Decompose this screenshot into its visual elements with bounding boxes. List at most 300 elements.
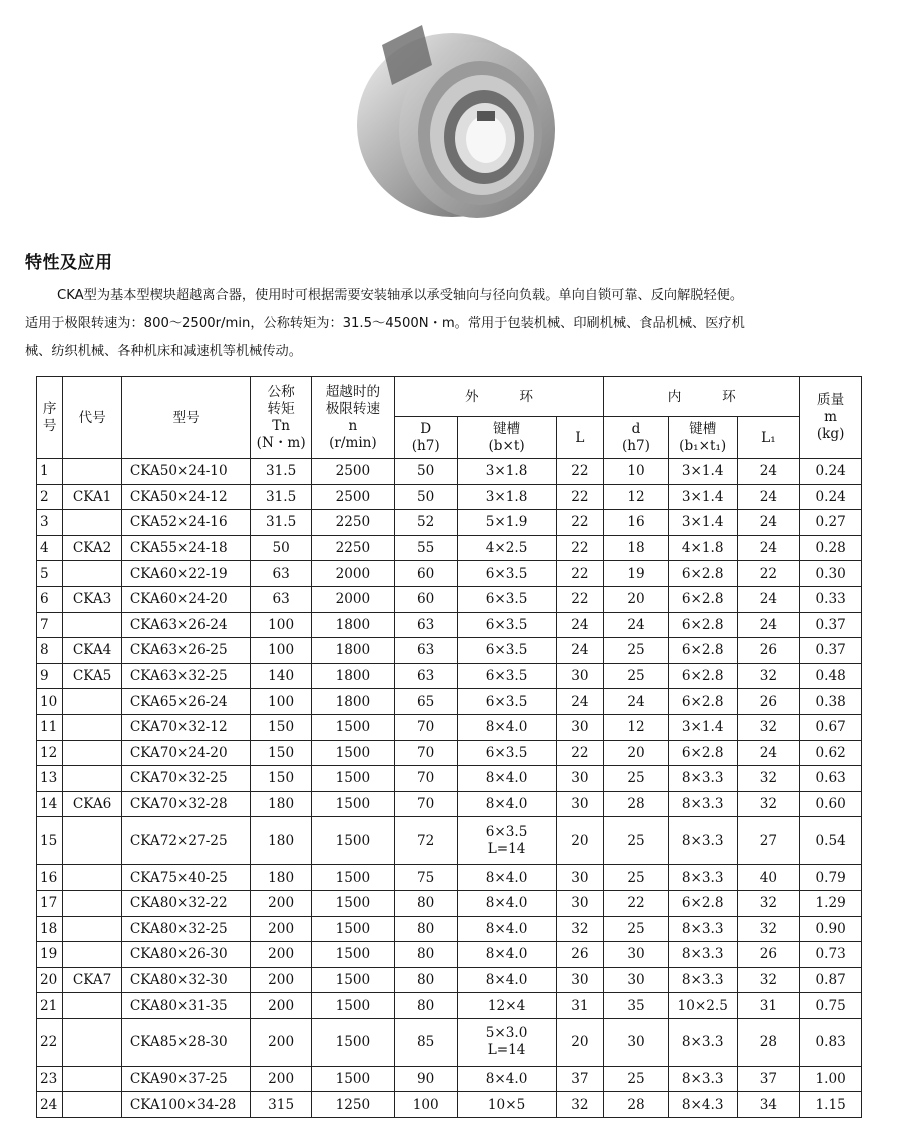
table-row — [37, 942, 862, 968]
cell-seq: 2 — [37, 484, 63, 510]
cell-D: 50 — [394, 459, 457, 485]
header-D: D (h7) — [394, 417, 457, 459]
header-code: 代号 — [63, 377, 122, 459]
cell-model: CKA60×24-20 — [121, 586, 250, 612]
cell-d: 28 — [604, 791, 669, 817]
cell-keyi: 8×3.3 — [668, 916, 737, 942]
cell-L: 31 — [556, 993, 604, 1019]
cell-model: CKA85×28-30 — [121, 1018, 250, 1066]
cell-m: 0.83 — [800, 1018, 862, 1066]
cell-d: 16 — [604, 510, 669, 536]
cell-code — [63, 1066, 122, 1092]
cell-key: 10×5 — [457, 1092, 556, 1118]
header-speed: 超越时的 极限转速 n (r/min) — [311, 377, 394, 459]
cell-m: 0.37 — [800, 638, 862, 664]
cell-d: 19 — [604, 561, 669, 587]
cell-n: 1500 — [311, 993, 394, 1019]
cell-model: CKA70×24-20 — [121, 740, 250, 766]
cell-L1: 32 — [737, 890, 800, 916]
cell-code — [63, 612, 122, 638]
cell-n: 1500 — [311, 942, 394, 968]
cell-seq: 17 — [37, 890, 63, 916]
cell-D: 60 — [394, 561, 457, 587]
cell-L1: 27 — [737, 817, 800, 865]
cell-model: CKA70×32-25 — [121, 766, 250, 792]
cell-d: 12 — [604, 484, 669, 510]
cell-seq: 15 — [37, 817, 63, 865]
cell-n: 1800 — [311, 612, 394, 638]
header-L: L — [556, 417, 604, 459]
cell-D: 63 — [394, 663, 457, 689]
cell-d: 25 — [604, 638, 669, 664]
cell-seq: 10 — [37, 689, 63, 715]
cell-L1: 24 — [737, 586, 800, 612]
cell-code: CKA5 — [63, 663, 122, 689]
cell-code: CKA4 — [63, 638, 122, 664]
cell-m: 0.27 — [800, 510, 862, 536]
cell-tn: 50 — [251, 535, 312, 561]
cell-code: CKA6 — [63, 791, 122, 817]
cell-tn: 200 — [251, 1066, 312, 1092]
cell-keyi: 8×3.3 — [668, 1018, 737, 1066]
cell-seq: 24 — [37, 1092, 63, 1118]
cell-tn: 31.5 — [251, 484, 312, 510]
cell-L: 26 — [556, 942, 604, 968]
cell-n: 1800 — [311, 689, 394, 715]
cell-d: 35 — [604, 993, 669, 1019]
cell-seq: 6 — [37, 586, 63, 612]
cell-model: CKA63×26-25 — [121, 638, 250, 664]
table-row — [37, 612, 862, 638]
cell-L: 30 — [556, 663, 604, 689]
cell-seq: 12 — [37, 740, 63, 766]
cell-keyi: 8×3.3 — [668, 766, 737, 792]
cell-seq: 9 — [37, 663, 63, 689]
header-mass: 质量 m (kg) — [800, 377, 862, 459]
cell-keyi: 6×2.8 — [668, 890, 737, 916]
cell-keyi: 8×3.3 — [668, 791, 737, 817]
table-row — [37, 638, 862, 664]
cell-code — [63, 766, 122, 792]
cell-m: 1.29 — [800, 890, 862, 916]
cell-m: 0.79 — [800, 865, 862, 891]
cell-tn: 200 — [251, 967, 312, 993]
cell-tn: 100 — [251, 689, 312, 715]
table-row — [37, 510, 862, 536]
cell-tn: 140 — [251, 663, 312, 689]
cell-key: 8×4.0 — [457, 942, 556, 968]
cell-d: 30 — [604, 967, 669, 993]
cell-d: 20 — [604, 740, 669, 766]
cell-keyi: 3×1.4 — [668, 459, 737, 485]
cell-D: 70 — [394, 740, 457, 766]
cell-n: 1500 — [311, 1018, 394, 1066]
cell-m: 0.67 — [800, 714, 862, 740]
cell-seq: 16 — [37, 865, 63, 891]
cell-n: 2500 — [311, 459, 394, 485]
cell-keyi: 4×1.8 — [668, 535, 737, 561]
cell-m: 0.38 — [800, 689, 862, 715]
cell-keyi: 3×1.4 — [668, 714, 737, 740]
cell-d: 20 — [604, 586, 669, 612]
cell-n: 1500 — [311, 740, 394, 766]
table-row — [37, 916, 862, 942]
section-title: 特性及应用 — [25, 253, 113, 273]
cell-D: 85 — [394, 1018, 457, 1066]
description — [25, 282, 877, 366]
table-row — [37, 663, 862, 689]
cell-seq: 18 — [37, 916, 63, 942]
table-row — [37, 689, 862, 715]
cell-tn: 200 — [251, 916, 312, 942]
cell-code: CKA3 — [63, 586, 122, 612]
cell-d: 25 — [604, 663, 669, 689]
cell-m: 0.62 — [800, 740, 862, 766]
header-seq: 序号 — [37, 377, 63, 459]
cell-model: CKA70×32-28 — [121, 791, 250, 817]
cell-model: CKA60×22-19 — [121, 561, 250, 587]
cell-keyi: 10×2.5 — [668, 993, 737, 1019]
cell-seq: 5 — [37, 561, 63, 587]
cell-seq: 8 — [37, 638, 63, 664]
cell-tn: 200 — [251, 993, 312, 1019]
cell-tn: 31.5 — [251, 510, 312, 536]
cell-keyi: 6×2.8 — [668, 612, 737, 638]
cell-code — [63, 817, 122, 865]
cell-tn: 200 — [251, 890, 312, 916]
cell-L: 37 — [556, 1066, 604, 1092]
cell-seq: 14 — [37, 791, 63, 817]
cell-m: 0.75 — [800, 993, 862, 1019]
cell-model: CKA100×34-28 — [121, 1092, 250, 1118]
cell-keyi: 8×3.3 — [668, 817, 737, 865]
cell-keyi: 8×4.3 — [668, 1092, 737, 1118]
cell-L1: 37 — [737, 1066, 800, 1092]
cell-code — [63, 740, 122, 766]
cell-code — [63, 689, 122, 715]
cell-tn: 315 — [251, 1092, 312, 1118]
cell-D: 80 — [394, 890, 457, 916]
cell-m: 0.87 — [800, 967, 862, 993]
cell-model: CKA63×32-25 — [121, 663, 250, 689]
cell-L1: 32 — [737, 714, 800, 740]
cell-model: CKA52×24-16 — [121, 510, 250, 536]
cell-code — [63, 1092, 122, 1118]
cell-key: 6×3.5 — [457, 663, 556, 689]
cell-n: 1250 — [311, 1092, 394, 1118]
cell-L1: 34 — [737, 1092, 800, 1118]
cell-L1: 24 — [737, 459, 800, 485]
cell-L1: 24 — [737, 510, 800, 536]
cell-key: 6×3.5 L=14 — [457, 817, 556, 865]
cell-D: 63 — [394, 612, 457, 638]
cell-model: CKA50×24-12 — [121, 484, 250, 510]
cell-n: 1500 — [311, 865, 394, 891]
cell-keyi: 8×3.3 — [668, 942, 737, 968]
table-row — [37, 766, 862, 792]
cell-L: 30 — [556, 714, 604, 740]
cell-model: CKA70×32-12 — [121, 714, 250, 740]
cell-D: 60 — [394, 586, 457, 612]
cell-m: 0.28 — [800, 535, 862, 561]
cell-tn: 150 — [251, 740, 312, 766]
cell-n: 1500 — [311, 1066, 394, 1092]
cell-m: 1.00 — [800, 1066, 862, 1092]
cell-L1: 24 — [737, 740, 800, 766]
cell-L: 30 — [556, 865, 604, 891]
cell-tn: 100 — [251, 638, 312, 664]
cell-seq: 21 — [37, 993, 63, 1019]
cell-code — [63, 1018, 122, 1066]
clutch-product-image — [352, 5, 564, 227]
cell-key: 6×3.5 — [457, 612, 556, 638]
cell-key: 3×1.8 — [457, 484, 556, 510]
cell-code — [63, 916, 122, 942]
cell-seq: 20 — [37, 967, 63, 993]
table-row — [37, 1066, 862, 1092]
cell-keyi: 6×2.8 — [668, 740, 737, 766]
cell-tn: 200 — [251, 942, 312, 968]
cell-keyi: 8×3.3 — [668, 967, 737, 993]
cell-d: 25 — [604, 916, 669, 942]
cell-keyi: 8×3.3 — [668, 865, 737, 891]
cell-key: 8×4.0 — [457, 1066, 556, 1092]
table-row — [37, 817, 862, 865]
cell-L1: 22 — [737, 561, 800, 587]
cell-n: 2000 — [311, 586, 394, 612]
cell-n: 1500 — [311, 714, 394, 740]
cell-keyi: 6×2.8 — [668, 561, 737, 587]
cell-d: 25 — [604, 865, 669, 891]
cell-keyi: 3×1.4 — [668, 484, 737, 510]
cell-key: 8×4.0 — [457, 766, 556, 792]
cell-key: 5×1.9 — [457, 510, 556, 536]
cell-code: CKA2 — [63, 535, 122, 561]
cell-D: 70 — [394, 714, 457, 740]
cell-seq: 4 — [37, 535, 63, 561]
cell-n: 2500 — [311, 484, 394, 510]
cell-L: 24 — [556, 612, 604, 638]
cell-d: 25 — [604, 817, 669, 865]
cell-code — [63, 459, 122, 485]
cell-L1: 24 — [737, 535, 800, 561]
cell-L1: 26 — [737, 942, 800, 968]
cell-D: 80 — [394, 993, 457, 1019]
cell-d: 28 — [604, 1092, 669, 1118]
cell-n: 1800 — [311, 638, 394, 664]
cell-code — [63, 942, 122, 968]
cell-d: 30 — [604, 1018, 669, 1066]
cell-L: 22 — [556, 586, 604, 612]
cell-keyi: 6×2.8 — [668, 638, 737, 664]
cell-d: 30 — [604, 942, 669, 968]
cell-seq: 23 — [37, 1066, 63, 1092]
cell-code — [63, 993, 122, 1019]
cell-L1: 26 — [737, 689, 800, 715]
cell-D: 72 — [394, 817, 457, 865]
cell-key: 6×3.5 — [457, 638, 556, 664]
cell-code: CKA1 — [63, 484, 122, 510]
cell-L: 22 — [556, 459, 604, 485]
cell-D: 50 — [394, 484, 457, 510]
cell-key: 6×3.5 — [457, 586, 556, 612]
cell-m: 0.48 — [800, 663, 862, 689]
cell-m: 0.60 — [800, 791, 862, 817]
table-row — [37, 535, 862, 561]
cell-L1: 26 — [737, 638, 800, 664]
header-inner-keyway: 键槽 (b₁×t₁) — [668, 417, 737, 459]
cell-D: 90 — [394, 1066, 457, 1092]
description-line: 械、纺织机械、各种机床和减速机等机械传动。 — [25, 344, 302, 359]
cell-model: CKA63×26-24 — [121, 612, 250, 638]
cell-m: 0.33 — [800, 586, 862, 612]
cell-key: 6×3.5 — [457, 689, 556, 715]
cell-m: 0.37 — [800, 612, 862, 638]
cell-D: 63 — [394, 638, 457, 664]
cell-seq: 13 — [37, 766, 63, 792]
cell-model: CKA80×26-30 — [121, 942, 250, 968]
cell-keyi: 8×3.3 — [668, 1066, 737, 1092]
cell-code — [63, 890, 122, 916]
cell-m: 1.15 — [800, 1092, 862, 1118]
cell-m: 0.63 — [800, 766, 862, 792]
cell-D: 52 — [394, 510, 457, 536]
header-outer-keyway: 键槽 (b×t) — [457, 417, 556, 459]
cell-seq: 19 — [37, 942, 63, 968]
header-L1: L₁ — [737, 417, 800, 459]
cell-key: 6×3.5 — [457, 561, 556, 587]
cell-d: 24 — [604, 612, 669, 638]
table-row — [37, 586, 862, 612]
cell-key: 8×4.0 — [457, 916, 556, 942]
cell-D: 75 — [394, 865, 457, 891]
cell-D: 100 — [394, 1092, 457, 1118]
table-row — [37, 561, 862, 587]
table-row — [37, 865, 862, 891]
cell-n: 2250 — [311, 510, 394, 536]
cell-d: 25 — [604, 1066, 669, 1092]
cell-m: 0.73 — [800, 942, 862, 968]
cell-L: 24 — [556, 689, 604, 715]
cell-d: 10 — [604, 459, 669, 485]
table-row — [37, 484, 862, 510]
table-row — [37, 967, 862, 993]
cell-L: 22 — [556, 740, 604, 766]
description-line: 适用于极限转速为：800～2500r/min，公称转矩为：31.5～4500N・m。常用于包装机械、印刷机械、食品机械、医疗机 — [25, 316, 745, 331]
cell-code — [63, 865, 122, 891]
cell-L: 20 — [556, 1018, 604, 1066]
cell-key: 8×4.0 — [457, 890, 556, 916]
header-d: d (h7) — [604, 417, 669, 459]
cell-keyi: 6×2.8 — [668, 586, 737, 612]
cell-L: 22 — [556, 510, 604, 536]
header-torque: 公称 转矩 Tn (N・m) — [251, 377, 312, 459]
cell-tn: 180 — [251, 865, 312, 891]
table-row — [37, 993, 862, 1019]
cell-code: CKA7 — [63, 967, 122, 993]
cell-D: 70 — [394, 766, 457, 792]
cell-n: 1500 — [311, 817, 394, 865]
cell-D: 80 — [394, 967, 457, 993]
cell-n: 2000 — [311, 561, 394, 587]
cell-key: 12×4 — [457, 993, 556, 1019]
cell-L1: 40 — [737, 865, 800, 891]
cell-n: 1500 — [311, 916, 394, 942]
cell-model: CKA90×37-25 — [121, 1066, 250, 1092]
cell-L: 30 — [556, 766, 604, 792]
cell-keyi: 6×2.8 — [668, 663, 737, 689]
cell-tn: 180 — [251, 817, 312, 865]
cell-model: CKA80×32-25 — [121, 916, 250, 942]
cell-L1: 28 — [737, 1018, 800, 1066]
cell-tn: 63 — [251, 561, 312, 587]
cell-code — [63, 561, 122, 587]
table-row — [37, 740, 862, 766]
table-row — [37, 890, 862, 916]
cell-n: 2250 — [311, 535, 394, 561]
cell-m: 0.90 — [800, 916, 862, 942]
cell-L: 30 — [556, 890, 604, 916]
cell-d: 22 — [604, 890, 669, 916]
cell-tn: 200 — [251, 1018, 312, 1066]
cell-L1: 31 — [737, 993, 800, 1019]
cell-tn: 150 — [251, 766, 312, 792]
header-model: 型号 — [121, 377, 250, 459]
cell-D: 55 — [394, 535, 457, 561]
cell-L1: 32 — [737, 791, 800, 817]
table-row — [37, 1018, 862, 1066]
cell-model: CKA65×26-24 — [121, 689, 250, 715]
cell-L: 32 — [556, 1092, 604, 1118]
cell-seq: 11 — [37, 714, 63, 740]
cell-n: 1500 — [311, 890, 394, 916]
cell-L1: 32 — [737, 663, 800, 689]
cell-tn: 100 — [251, 612, 312, 638]
cell-keyi: 3×1.4 — [668, 510, 737, 536]
spec-table — [36, 376, 862, 1118]
cell-model: CKA50×24-10 — [121, 459, 250, 485]
cell-tn: 150 — [251, 714, 312, 740]
cell-model: CKA72×27-25 — [121, 817, 250, 865]
cell-d: 24 — [604, 689, 669, 715]
cell-d: 12 — [604, 714, 669, 740]
cell-d: 25 — [604, 766, 669, 792]
cell-key: 8×4.0 — [457, 865, 556, 891]
header-outer-ring: 外 环 — [394, 377, 603, 417]
cell-D: 70 — [394, 791, 457, 817]
cell-L: 30 — [556, 967, 604, 993]
cell-key: 5×3.0 L=14 — [457, 1018, 556, 1066]
table-row — [37, 459, 862, 485]
cell-n: 1800 — [311, 663, 394, 689]
cell-D: 65 — [394, 689, 457, 715]
cell-L: 22 — [556, 561, 604, 587]
cell-L: 22 — [556, 484, 604, 510]
cell-n: 1500 — [311, 967, 394, 993]
cell-key: 8×4.0 — [457, 791, 556, 817]
cell-m: 0.24 — [800, 459, 862, 485]
table-row — [37, 1092, 862, 1118]
cell-model: CKA80×32-30 — [121, 967, 250, 993]
cell-L: 32 — [556, 916, 604, 942]
cell-n: 1500 — [311, 791, 394, 817]
cell-seq: 7 — [37, 612, 63, 638]
cell-seq: 3 — [37, 510, 63, 536]
cell-code — [63, 510, 122, 536]
cell-m: 0.30 — [800, 561, 862, 587]
cell-L: 20 — [556, 817, 604, 865]
cell-n: 1500 — [311, 766, 394, 792]
